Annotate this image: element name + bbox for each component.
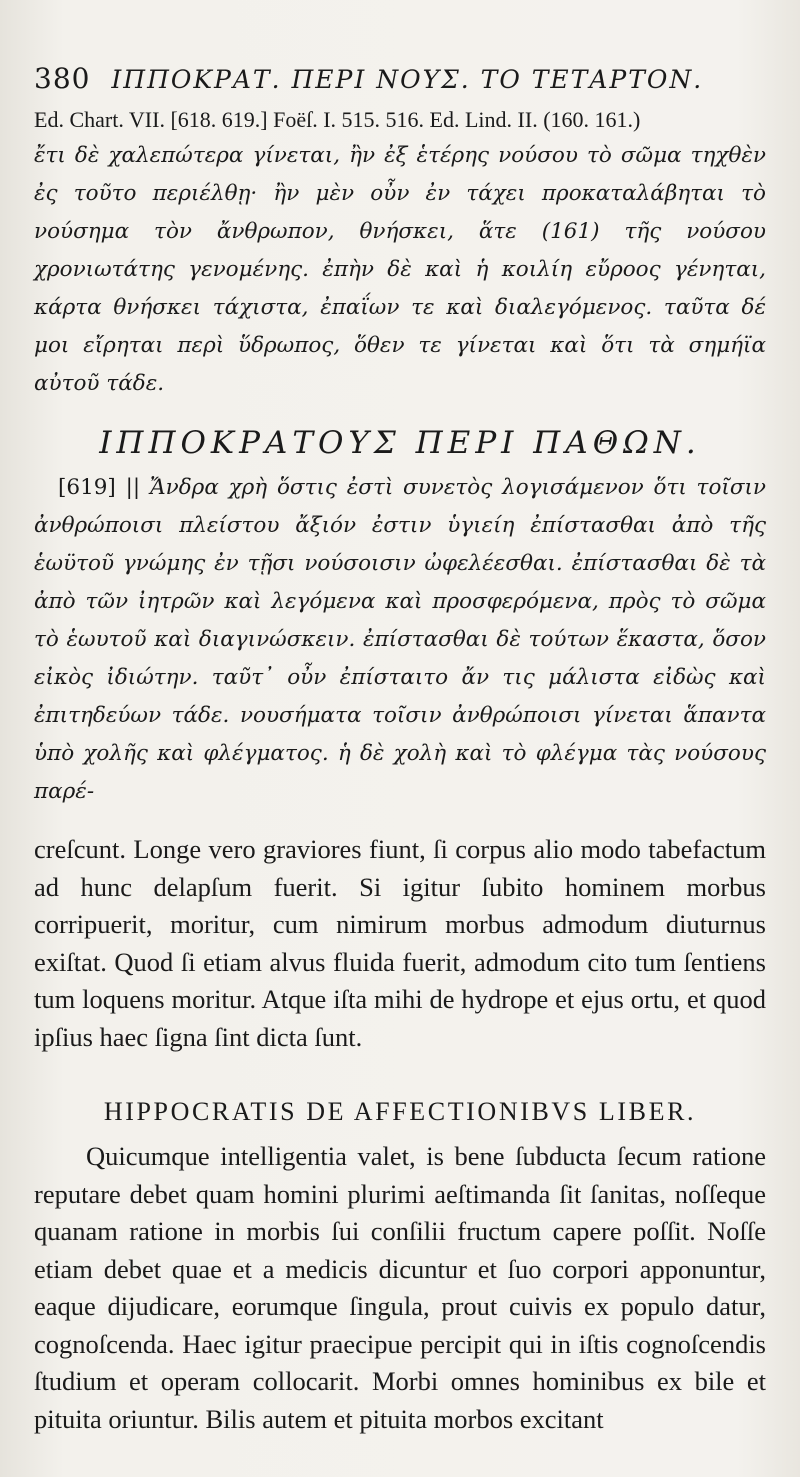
latin-text-block-1 (34, 831, 766, 1056)
edition-reference-line: Ed. Chart. VII. [618. 619.] Foëſ. I. 515. 516. Ed. Lind. II. (160. 161.) (34, 107, 641, 132)
greek-paragraph-continuation: ἔτι δὲ χαλεπώτερα γίνεται, ἢν ἐξ ἑτέρης νούσου τὸ σῶμα τηχθὲν ἐς τοῦτο περιέλθῃ· ἢν μὲν οὖν ἐν τάχει προκαταλάβηται τὸ νούσημα τὸν ἄνθρωπον, θνήσκει, ἅτε (161) τῆς νούσου χρονιωτάτης γενομένης. ἐπὴν δὲ καὶ ἡ κοιλίη εὔροος γένηται, κάρτα θνήσκει τάχιστα, ἐπαΐων τε καὶ διαλεγόμενος. ταῦτα δέ μοι εἴρηται περὶ ὕδρωπος, ὅθεν τε γίνεται καὶ ὅτι τὰ σημήϊα αὐτοῦ τάδε. (34, 143, 766, 396)
greek-section-heading: ΙΠΠΟΚΡΑΤΟΥΣ ΠΕΡΙ ΠΑΘΩΝ. (99, 425, 701, 461)
latin-paragraph-main: Quicumque intelligentia valet, is bene ſubducta ſecum ratione reputare debet quam homini plurimi aeſtimanda ſit ſanitas, noſſeque quanam ratione in morbis ſui conſilii fructum capere poſſit. Noſſe etiam debet quae et a medicis dicuntur et ſuo corpori apponuntur, eaque dijudicare, eorumque ſingula, prout cuivis ex populo datur, cognoſcenda. Haec igitur praecipue percipit qui in iſtis cognoſcendis ſtudium et operam collocarit. Morbi omnes hominibus ex bile et pituita oriuntur. Bilis autem et pituita morbos excitant (34, 1141, 766, 1434)
greek-paragraph-main-text: Ἄνδρα χρὴ ὅστις ἐστὶ συνετὸς λογισάμενον ὅτι τοῖσιν ἀνθρώποισι πλείστου ἄξιόν ἐστιν ὑγιείη ἐπίστασθαι ἀπὸ τῆς ἑωϋτοῦ γνώμης ἐν τῇσι νούσοισιν ὠφελέεσθαι. ἐπίστασθαι δὲ τὰ ἀπὸ τῶν ἰητρῶν καὶ λεγόμενα καὶ προσφερόμενα, πρὸς τὸ σῶμα τὸ ἑωυτοῦ καὶ διαγινώσκειν. ἐπίστασθαι δὲ τούτων ἕκαστα, ὅσον εἰκὸς ἰδιώτην. ταῦτ᾽ οὖν ἐπίσταιτο ἄν τις μάλιστα εἰδὼς καὶ ἐπιτηδεύων τάδε. νουσήματα τοῖσιν ἀνθρώποισι γίνεται ἅπαντα ὑπὸ χολῆς καὶ φλέγματος. ἡ δὲ χολὴ καὶ τὸ φλέγμα τὰς νούσους παρέ- (34, 475, 766, 804)
greek-text-block-2 (34, 469, 766, 811)
greek-section-marker: [619] || (58, 475, 141, 500)
greek-paragraph-main (34, 469, 766, 811)
running-head-title: ΙΠΠΟΚΡΑΤ. ΠΕΡΙ ΝΟΥΣ. ΤΟ ΤΕΤΑΡΤΟΝ. (111, 65, 704, 94)
greek-text-block-1 (34, 137, 766, 403)
latin-paragraph-continuation: creſcunt. Longe vero graviores fiunt, ſi corpus alio modo tabefactum ad hunc delapſum fuerit. Si igitur ſubito hominem morbus corripuerit, moritur, cum nimirum morbus admodum diuturnus exiſtat. Quod ſi etiam alvus fluida fuerit, admodum cito tum ſentiens tum loquens moritur. Atque iſta mihi de hydrope et ejus ortu, et quod ipſius haec ſigna ſint dicta ſunt. (34, 834, 766, 1052)
latin-text-block-2 (34, 1138, 766, 1438)
latin-section-heading: HIPPOCRATIS DE AFFECTIONIBVS LIBER. (103, 1097, 697, 1126)
page-number: 380 (34, 62, 91, 95)
running-head (34, 62, 766, 97)
